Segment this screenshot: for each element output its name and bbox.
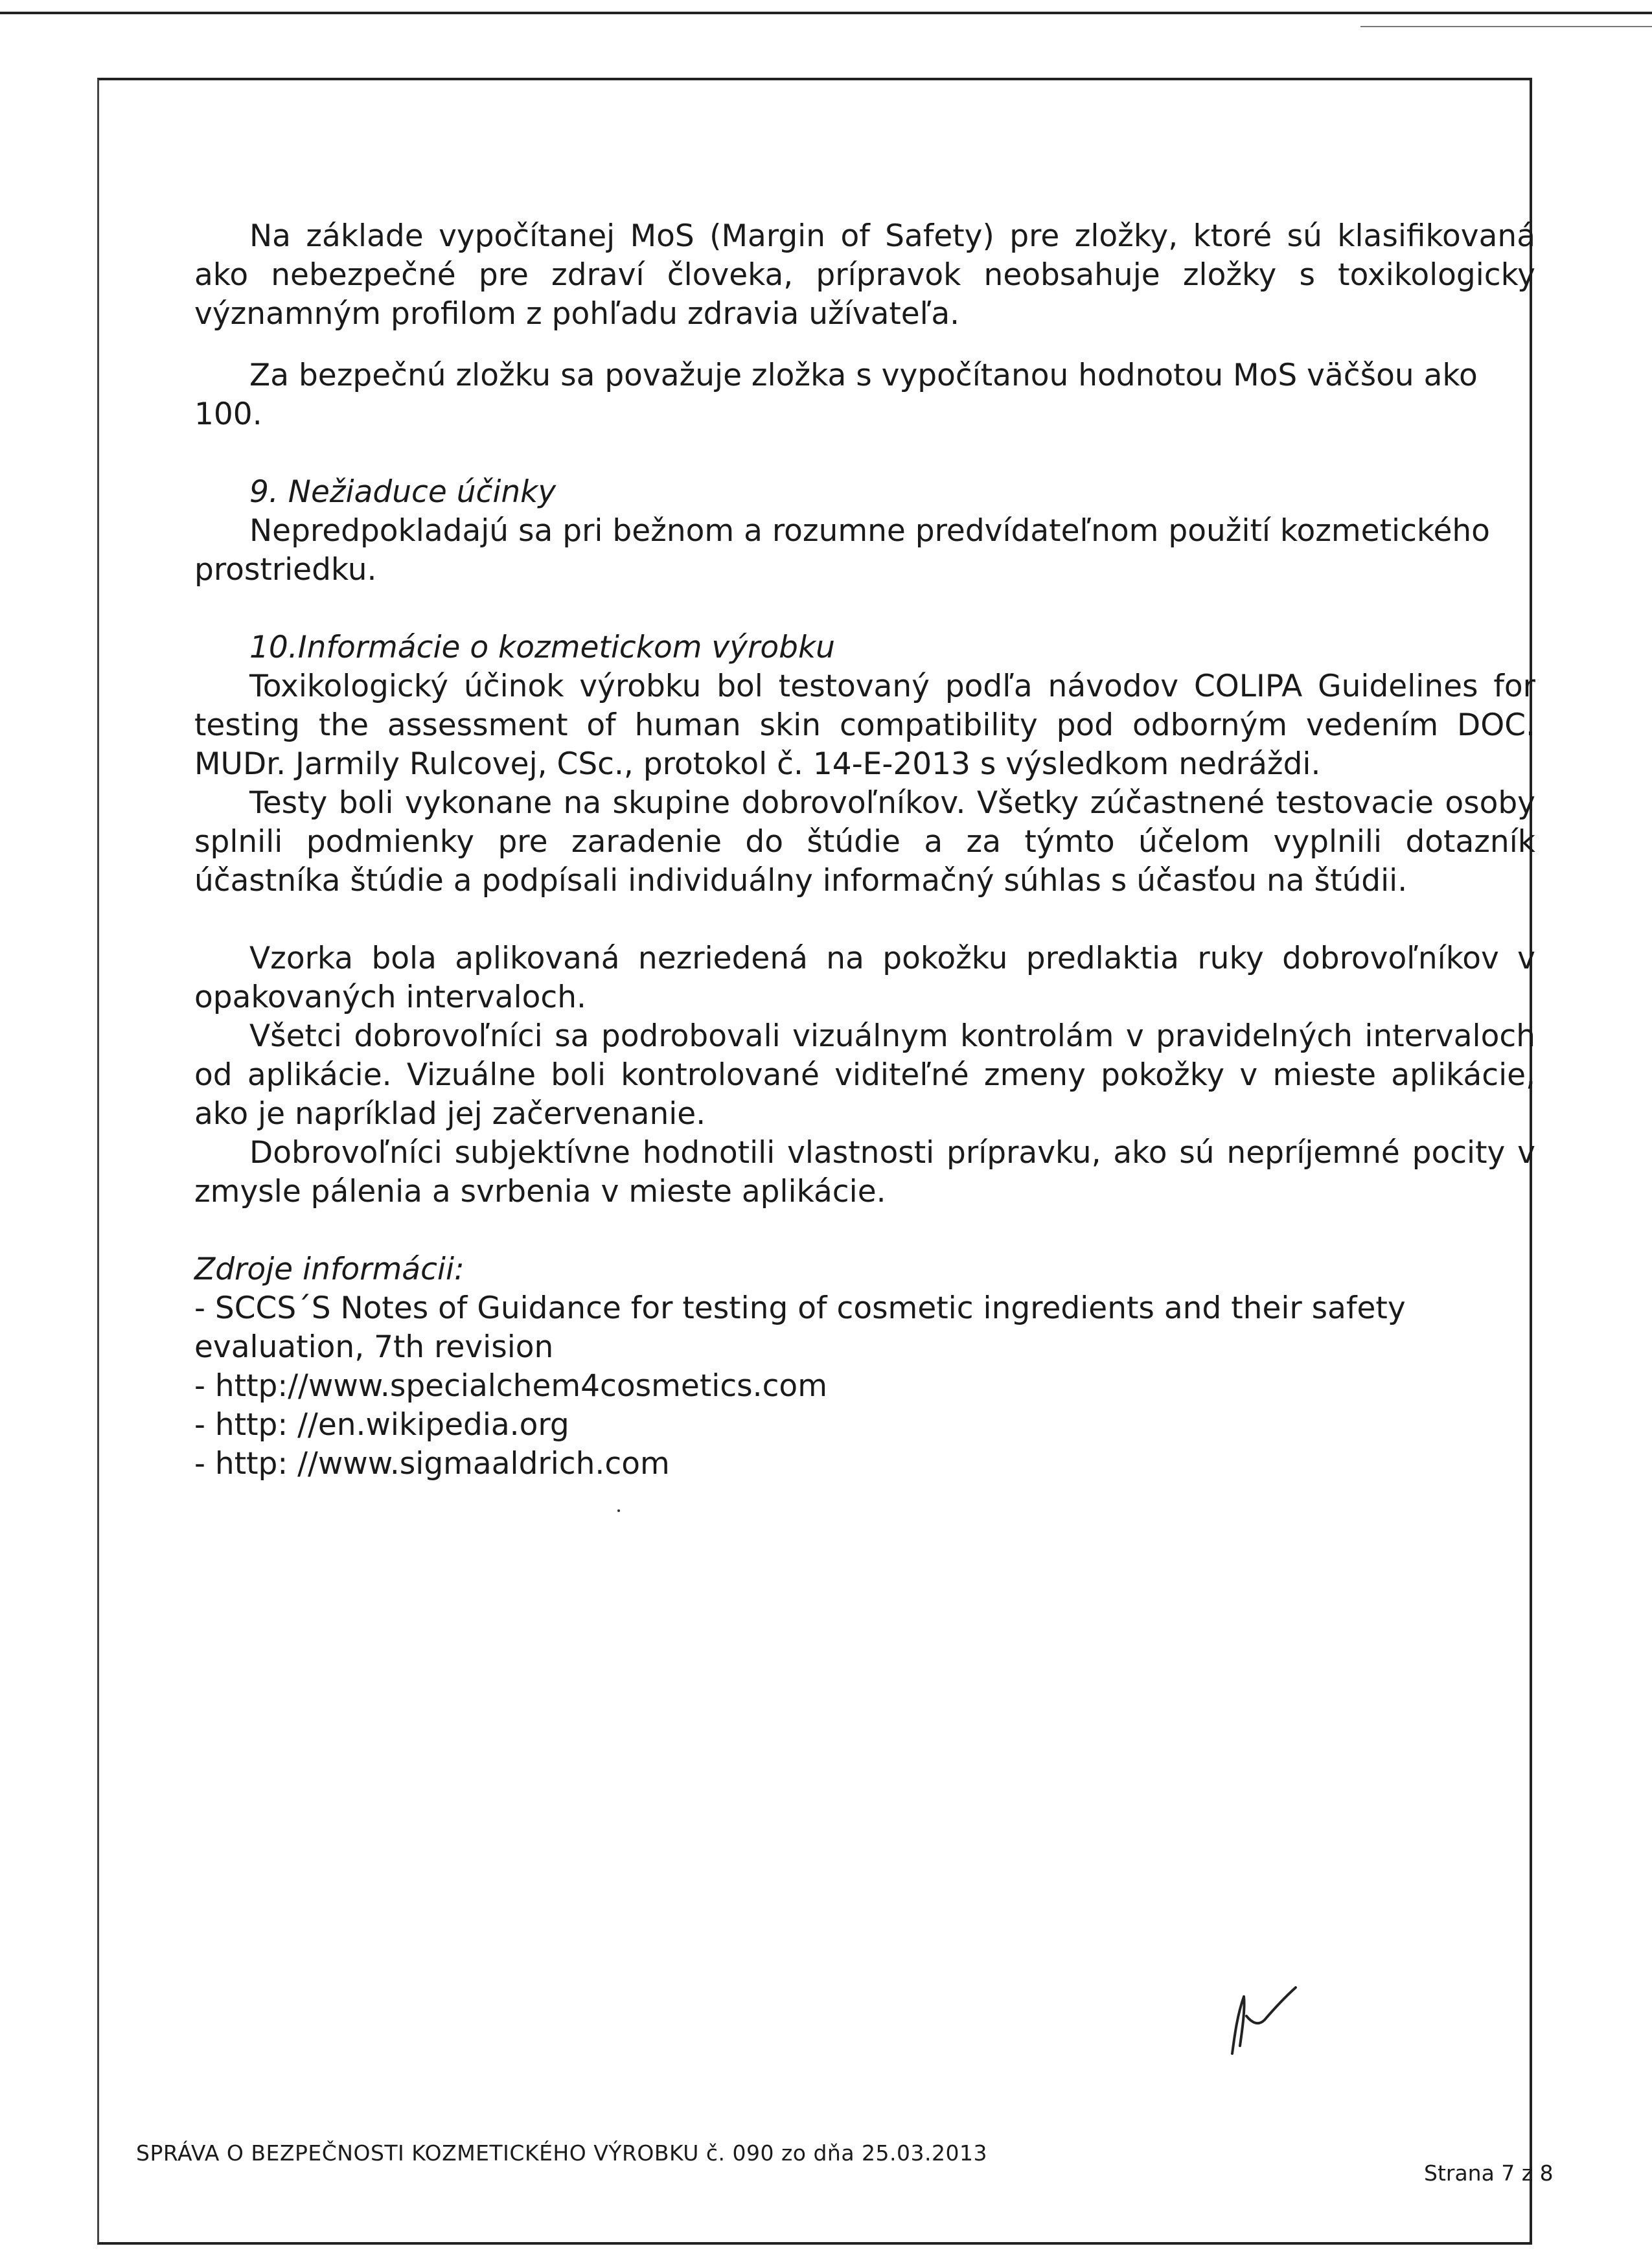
paragraph-safe-ingredient: Za bezpečnú zložku sa považuje zložka s vypočítanou hodnotou MoS väčšou ako 100. bbox=[194, 358, 1478, 432]
paragraph-volunteers: Testy boli vykonane na skupine dobrovoľníkov. Všetky zúčastnené testovacie osoby splnili podmienky pre zaradenie do štúdie a za týmto účelom vyplnili dotazník účastníka štúdie a podpísali individuálny informačný súhlas s účasťou na štúdii. bbox=[194, 785, 1535, 899]
handwritten-signature bbox=[1218, 1982, 1322, 2060]
paragraph-mos: Na základe vypočítanej MoS (Margin of Safety) pre zložky, ktoré sú klasifikovaná ako nebezpečné pre zdraví človeka, prípravok neobsahuje zložky s toxikologicky významným profilom z pohľadu zdravia užívateľa. bbox=[194, 218, 1535, 332]
document-body bbox=[194, 217, 1535, 1483]
scan-edge-line-secondary bbox=[1360, 26, 1652, 27]
section-9-heading: 9. Nežiaduce účinky bbox=[249, 474, 556, 510]
sources-heading: Zdroje informácii: bbox=[194, 1252, 465, 1287]
paragraph-sample-application: Vzorka bola aplikovaná nezriedená na pokožku predlaktia ruky dobrovoľníkov v opakovaných intervaloch. bbox=[194, 941, 1535, 1015]
paragraph-visual-checks: Všetci dobrovoľníci sa podrobovali vizuálnym kontrolám v pravidelných intervaloch od aplikácie. Vizuálne boli kontrolované viditeľné zmeny pokožky v mieste aplikácie, ako je napríklad jej začervenanie. bbox=[194, 1018, 1535, 1132]
source-item: - http://www.specialchem4cosmetics.com bbox=[194, 1368, 827, 1404]
footer-page-number: Strana 7 z 8 bbox=[1424, 2160, 1554, 2186]
paragraph-toxicology: Toxikologický účinok výrobku bol testovaný podľa návodov COLIPA Guidelines for testing the assessment of human skin compatibility pod odborným vedením DOC. MUDr. Jarmily Rulcovej, CSc., protokol č. 14-E-2013 s výsledkom nedráždi. bbox=[194, 669, 1535, 782]
source-item: - SCCS´S Notes of Guidance for testing of cosmetic ingredients and their safety evaluation, 7th revision bbox=[194, 1290, 1406, 1365]
section-10-heading: 10.Informácie o kozmetickom výrobku bbox=[249, 630, 835, 665]
scan-speck bbox=[617, 1509, 620, 1512]
section-9-text: Nepredpokladajú sa pri bežnom a rozumne predvídateľnom použití kozmetického prostriedku. bbox=[194, 513, 1490, 588]
source-item: - http: //en.wikipedia.org bbox=[194, 1407, 569, 1443]
footer-report-title: SPRÁVA O BEZPEČNOSTI KOZMETICKÉHO VÝROBKU č. 090 zo dňa 25.03.2013 bbox=[136, 2140, 988, 2166]
paragraph-subjective-evaluation: Dobrovoľníci subjektívne hodnotili vlastnosti prípravku, ako sú nepríjemné pocity v zmysle pálenia a svrbenia v mieste aplikácie. bbox=[194, 1135, 1535, 1209]
source-item: - http: //www.sigmaaldrich.com bbox=[194, 1446, 670, 1482]
scan-edge-line bbox=[0, 12, 1652, 14]
